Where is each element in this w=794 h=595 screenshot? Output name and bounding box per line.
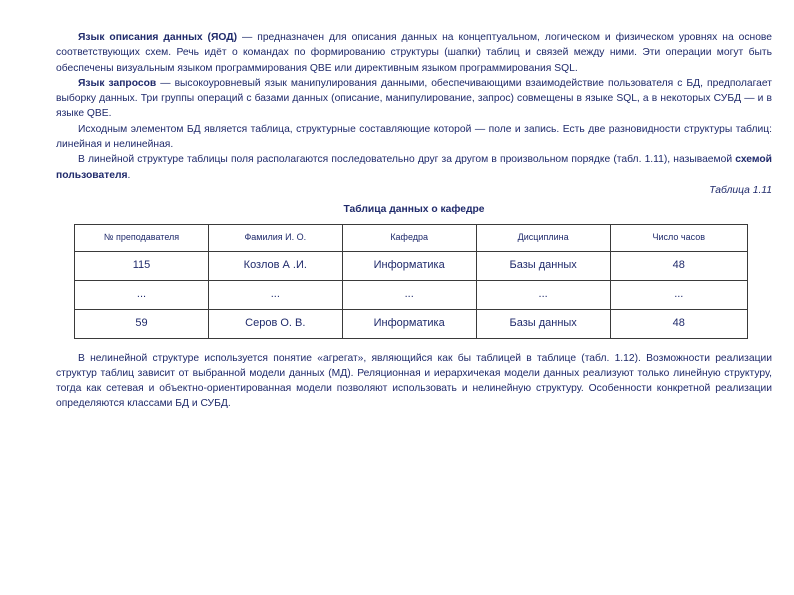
paragraph-table-element: Исходным элементом БД является таблица, структурные составляющие которой — поле и запись. Есть две разновидности структуры таблиц: линейная и нелинейная. <box>56 123 772 151</box>
table-row <box>75 251 748 280</box>
table-cell: 115 <box>75 251 209 280</box>
table-cell: Базы данных <box>476 251 610 280</box>
table-cell: Козлов А .И. <box>208 251 342 280</box>
table-cell: ... <box>610 280 747 309</box>
document-page <box>56 30 772 412</box>
paragraph-linear-structure <box>56 152 772 183</box>
table-header-row <box>75 224 748 251</box>
table-cell: 59 <box>75 309 209 338</box>
table-cell: ... <box>476 280 610 309</box>
paragraph-nonlinear-structure: В нелинейной структуре используется понятие «агрегат», являющийся как бы таблицей в таблице (табл. 1.12). Возможности реализации структур таблиц зависит от выбранной модели данных (МД). Реляционная и иерархичекая модели данных реализуют только линейную структуру, тогда как сетевая и объектно-ориентированная модели позволяют использовать и нелинейную структуру. Особенности конкретной реализации определяются классами БД и СУБД. <box>56 352 772 410</box>
table-cell: Базы данных <box>476 309 610 338</box>
table-cell: ... <box>75 280 209 309</box>
table-number: Таблица 1.11 <box>709 184 772 196</box>
term-ddl: Язык описания данных (ЯОД) <box>78 32 238 43</box>
header-cell: № преподавателя <box>75 224 209 251</box>
paragraph-query-text: — высокоуровневый язык манипулирования данными, обеспечивающими взаимодействие пользователя с БД, предполагает выборку данных. Три группы операций с базами данных (описание, манипулирование, запрос) совмещены в языке SQL, а в некоторых СУБД — и в языке QBE. <box>56 77 773 120</box>
header-cell: Число часов <box>610 224 747 251</box>
paragraph-linear-end: . <box>127 169 131 181</box>
department-data-table <box>74 224 748 339</box>
table-row <box>75 309 748 338</box>
header-cell: Фамилия И. О. <box>208 224 342 251</box>
paragraph-ddl-text: — предназначен для описания данных на концептуальном, логическом и физическом уровнях на основе соответствующих схем. Речь идёт о командах по формированию структуры (шапки) таблиц и связей между ними. Эти операции могут быть обеспечены визуальным языком программирования QBE или директивным языком программирования SQL. <box>56 32 772 74</box>
table-cell: 48 <box>610 309 747 338</box>
paragraph-query-language <box>56 76 772 122</box>
table-row <box>75 280 748 309</box>
table-cell: Информатика <box>342 251 476 280</box>
paragraph-linear-text: В линейной структуре таблицы поля располагаются последовательно друг за другом в произвольном порядке (табл. 1.11), называемой <box>78 154 736 166</box>
table-cell: Информатика <box>342 309 476 338</box>
table-cell: ... <box>208 280 342 309</box>
header-cell: Кафедра <box>342 224 476 251</box>
paragraph-ddl <box>56 30 772 76</box>
table-cell: ... <box>342 280 476 309</box>
table-cell: Серов О. В. <box>208 309 342 338</box>
table-cell: 48 <box>610 251 747 280</box>
header-cell: Дисциплина <box>476 224 610 251</box>
term-user-schema: схемой пользователя <box>56 154 772 181</box>
table-title: Таблица данных о кафедре <box>343 204 485 216</box>
term-query-language: Язык запросов <box>78 77 157 89</box>
